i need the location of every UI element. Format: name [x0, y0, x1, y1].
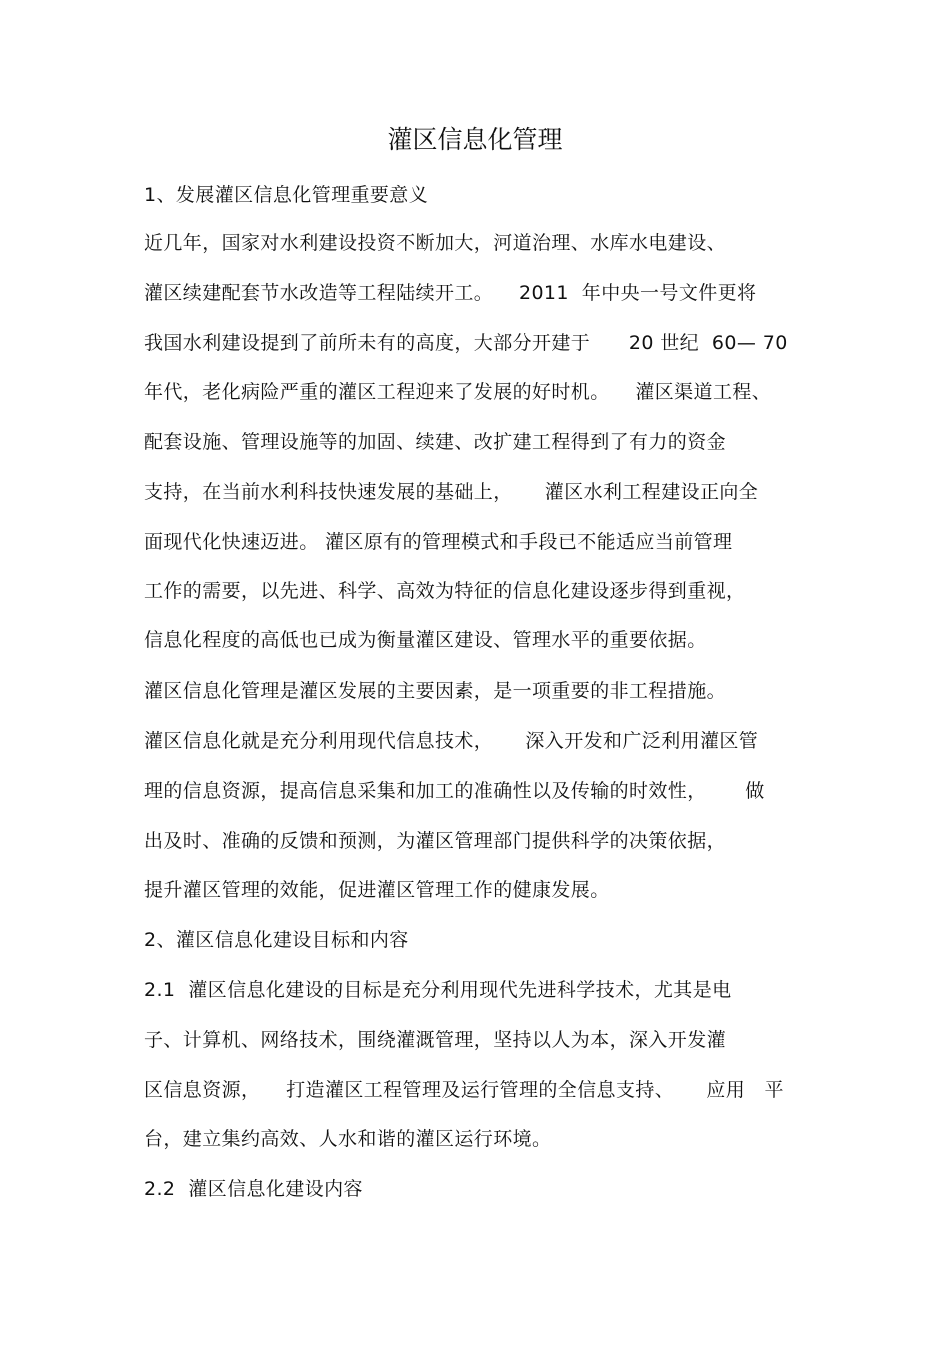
- paragraph-line: 台，建立集约高效、人水和谐的灌区运行环境。: [144, 1128, 552, 1150]
- paragraph-line: 面现代化快速迈进。 灌区原有的管理模式和手段已不能适应当前管理: [144, 531, 733, 553]
- paragraph-line: 提升灌区管理的效能，促进灌区管理工作的健康发展。: [144, 879, 610, 901]
- paragraph-line: 区信息资源， 打造灌区工程管理及运行管理的全信息支持、 应用 平: [144, 1079, 784, 1101]
- paragraph-line: 年代，老化病险严重的灌区工程迎来了发展的好时机。 灌区渠道工程、: [144, 381, 772, 403]
- paragraph-line: 子、计算机、网络技术，围绕灌溉管理，坚持以人为本，深入开发灌: [144, 1029, 727, 1051]
- document-title: 灌区信息化管理: [387, 125, 563, 154]
- paragraph-line: 2.1 灌区信息化建设的目标是充分利用现代先进科学技术，尤其是电: [144, 979, 732, 1001]
- paragraph-line: 我国水利建设提到了前所未有的高度，大部分开建于 20 世纪 60— 70: [144, 332, 788, 354]
- paragraph-line: 支持，在当前水利科技快速发展的基础上， 灌区水利工程建设正向全: [144, 481, 759, 503]
- heading-section-1: 1、发展灌区信息化管理重要意义: [144, 184, 429, 206]
- paragraph-line: 出及时、准确的反馈和预测，为灌区管理部门提供科学的决策依据，: [144, 830, 727, 852]
- paragraph-line: 工作的需要，以先进、科学、高效为特征的信息化建设逐步得到重视，: [144, 580, 746, 602]
- paragraph-line: 灌区续建配套节水改造等工程陆续开工。 2011 年中央一号文件更将: [144, 282, 757, 304]
- paragraph-line: 近几年，国家对水利建设投资不断加大，河道治理、水库水电建设、: [144, 232, 727, 254]
- paragraph-line: 理的信息资源，提高信息采集和加工的准确性以及传输的时效性， 做: [144, 780, 765, 802]
- heading-section-2: 2、灌区信息化建设目标和内容: [144, 929, 409, 951]
- paragraph-line: 灌区信息化就是充分利用现代信息技术， 深入开发和广泛利用灌区管: [144, 730, 759, 752]
- paragraph-line: 信息化程度的高低也已成为衡量灌区建设、管理水平的重要依据。: [144, 629, 707, 651]
- paragraph-line: 灌区信息化管理是灌区发展的主要因素，是一项重要的非工程措施。: [144, 680, 727, 702]
- heading-section-2-2: 2.2 灌区信息化建设内容: [144, 1178, 363, 1200]
- paragraph-line: 配套设施、管理设施等的加固、续建、改扩建工程得到了有力的资金: [144, 431, 727, 453]
